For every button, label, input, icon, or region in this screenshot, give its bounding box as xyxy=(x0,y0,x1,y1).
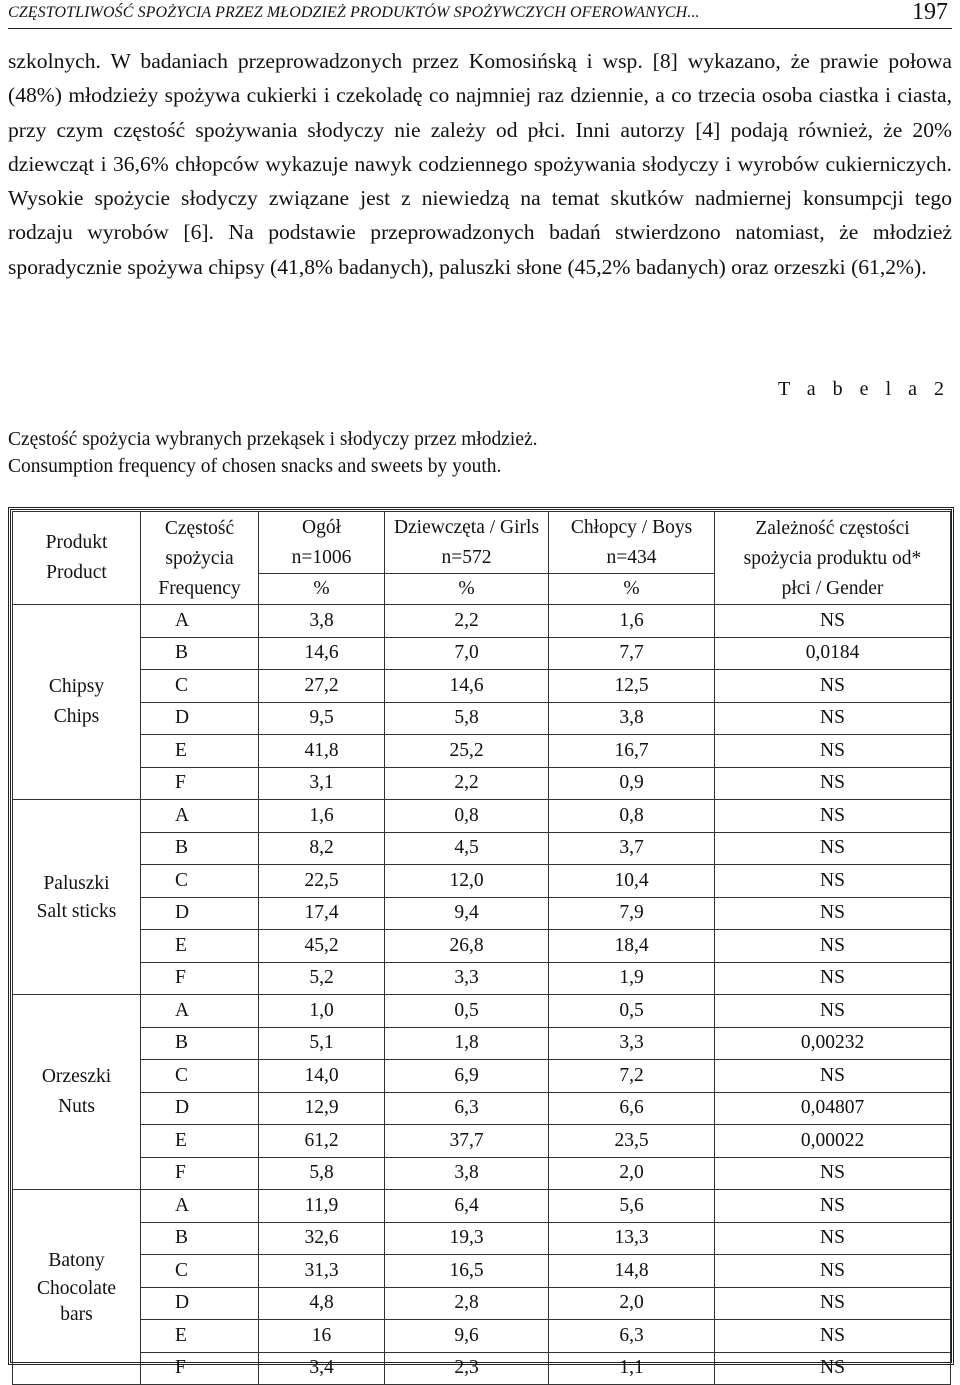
product-name-pl: Batony xyxy=(48,1250,105,1271)
product-name-pl: Orzeszki xyxy=(41,1066,112,1087)
girls-cell: 7,0 xyxy=(385,637,549,670)
girls-cell: 0,5 xyxy=(385,995,549,1028)
frequency-cell: F xyxy=(141,1352,259,1385)
table-row xyxy=(13,1287,951,1320)
boys-cell: 0,5 xyxy=(549,995,715,1028)
dependence-cell: NS xyxy=(715,1352,951,1385)
boys-cell: 2,0 xyxy=(549,1157,715,1190)
product-cell xyxy=(13,605,141,800)
girls-cell: 25,2 xyxy=(385,735,549,768)
header-dependence-2: spożycia produktu od* xyxy=(743,548,922,569)
boys-cell: 3,8 xyxy=(549,702,715,735)
girls-cell: 14,6 xyxy=(385,670,549,703)
frequency-cell: F xyxy=(141,767,259,800)
table-row xyxy=(13,1255,951,1288)
dependence-cell: NS xyxy=(715,605,951,638)
total-cell: 5,2 xyxy=(259,962,385,995)
table-row xyxy=(13,832,951,865)
dependence-cell: NS xyxy=(715,1060,951,1093)
table-row xyxy=(13,605,951,638)
header-boys-n: n=434 xyxy=(606,546,657,568)
dependence-cell: NS xyxy=(715,832,951,865)
frequency-cell: F xyxy=(141,962,259,995)
total-cell: 16 xyxy=(259,1320,385,1353)
dependence-cell: 0,04807 xyxy=(715,1092,951,1125)
total-cell: 41,8 xyxy=(259,735,385,768)
girls-cell: 16,5 xyxy=(385,1255,549,1288)
frequency-cell: E xyxy=(141,930,259,963)
total-cell: 1,0 xyxy=(259,995,385,1028)
body-paragraph: szkolnych. W badaniach przeprowadzonych przez Komosińską i wsp. [8] wykazano, że prawie połowa (48%) młodzieży spożywa cukierki i czekoladę co najmniej raz dziennie, a co trzecia osoba ciastka i ciasta, przy czym częstość spożywania słodyczy nie zależy od płci. Inni autorzy [4] podają również, że 20% dziewcząt i 36,6% chłopców wykazuje nawyk codziennego spożywania słodyczy i wyrobów cukierniczych. Wysokie spożycie słodyczy związane jest z niewiedzą na temat skutków nadmiernej konsumpcji tego rodzaju wyrobów [6]. Na podstawie przeprowadzonych badań stwierdzono natomiast, że młodzież sporadycznie spożywa chipsy (41,8% badanych), paluszki słone (45,2% badanych) oraz orzeszki (61,2%). xyxy=(8,49,952,279)
boys-cell: 10,4 xyxy=(549,865,715,898)
boys-cell: 5,6 xyxy=(549,1190,715,1223)
girls-cell: 26,8 xyxy=(385,930,549,963)
total-cell: 11,9 xyxy=(259,1190,385,1223)
dependence-cell: NS xyxy=(715,1190,951,1223)
header-row xyxy=(13,512,951,574)
header-boys-label: Chłopcy / Boys xyxy=(570,516,693,538)
table-frame xyxy=(8,507,954,1379)
table-row xyxy=(13,1092,951,1125)
product-cell xyxy=(13,995,141,1190)
header-girls-n: n=572 xyxy=(441,546,492,568)
dependence-cell: NS xyxy=(715,897,951,930)
product-name-en: Chocolate bars xyxy=(36,1278,117,1325)
total-cell: 4,8 xyxy=(259,1287,385,1320)
frequency-cell: D xyxy=(141,702,259,735)
girls-cell: 1,8 xyxy=(385,1027,549,1060)
total-cell: 3,4 xyxy=(259,1352,385,1385)
girls-cell: 19,3 xyxy=(385,1222,549,1255)
header-girls-label: Dziewczęta / Girls xyxy=(393,516,540,538)
table-row xyxy=(13,767,951,800)
boys-cell: 13,3 xyxy=(549,1222,715,1255)
frequency-cell: C xyxy=(141,865,259,898)
dependence-cell: NS xyxy=(715,962,951,995)
girls-cell: 6,4 xyxy=(385,1190,549,1223)
dependence-cell: 0,0184 xyxy=(715,637,951,670)
girls-cell: 12,0 xyxy=(385,865,549,898)
dependence-cell: NS xyxy=(715,930,951,963)
frequency-table xyxy=(12,511,951,1385)
total-cell: 45,2 xyxy=(259,930,385,963)
frequency-cell: B xyxy=(141,637,259,670)
header-girls xyxy=(385,512,549,574)
frequency-cell: D xyxy=(141,1287,259,1320)
girls-cell: 5,8 xyxy=(385,702,549,735)
header-product-en: Product xyxy=(46,562,107,583)
table-row xyxy=(13,637,951,670)
boys-cell: 1,9 xyxy=(549,962,715,995)
boys-cell: 3,3 xyxy=(549,1027,715,1060)
header-total xyxy=(259,512,385,574)
table-row xyxy=(13,1190,951,1223)
table-row xyxy=(13,995,951,1028)
girls-cell: 2,3 xyxy=(385,1352,549,1385)
header-boys xyxy=(549,512,715,574)
header-product xyxy=(13,512,141,605)
frequency-cell: A xyxy=(141,605,259,638)
dependence-cell: NS xyxy=(715,865,951,898)
frequency-cell: B xyxy=(141,1027,259,1060)
total-cell: 1,6 xyxy=(259,800,385,833)
table-caption-en: Consumption frequency of chosen snacks and sweets by youth. xyxy=(8,456,502,477)
table-row xyxy=(13,1157,951,1190)
girls-cell: 6,3 xyxy=(385,1092,549,1125)
dependence-cell: 0,00232 xyxy=(715,1027,951,1060)
table-row xyxy=(13,962,951,995)
frequency-cell: E xyxy=(141,1320,259,1353)
table-row xyxy=(13,1125,951,1158)
frequency-cell: E xyxy=(141,1125,259,1158)
total-cell: 3,8 xyxy=(259,605,385,638)
girls-cell: 3,8 xyxy=(385,1157,549,1190)
total-cell: 14,6 xyxy=(259,637,385,670)
table-caption-pl: Częstość spożycia wybranych przekąsek i słodyczy przez młodzież. xyxy=(8,429,538,450)
table-row xyxy=(13,1222,951,1255)
table-label: T a b e l a 2 xyxy=(777,378,950,400)
girls-cell: 2,2 xyxy=(385,767,549,800)
total-cell: 5,1 xyxy=(259,1027,385,1060)
boys-cell: 6,6 xyxy=(549,1092,715,1125)
frequency-cell: A xyxy=(141,995,259,1028)
frequency-cell: D xyxy=(141,897,259,930)
boys-cell: 3,7 xyxy=(549,832,715,865)
dependence-cell: NS xyxy=(715,1287,951,1320)
header-frequency xyxy=(141,512,259,605)
product-name-en: Salt sticks xyxy=(36,901,117,922)
header-frequency-pl-2: spożycia xyxy=(165,548,234,569)
total-cell: 14,0 xyxy=(259,1060,385,1093)
frequency-cell: C xyxy=(141,670,259,703)
dependence-cell: NS xyxy=(715,1157,951,1190)
boys-cell: 1,1 xyxy=(549,1352,715,1385)
product-cell xyxy=(13,1190,141,1385)
running-head xyxy=(8,0,952,29)
boys-cell: 0,9 xyxy=(549,767,715,800)
boys-cell: 6,3 xyxy=(549,1320,715,1353)
girls-cell: 2,2 xyxy=(385,605,549,638)
boys-cell: 16,7 xyxy=(549,735,715,768)
table-row xyxy=(13,670,951,703)
table-row xyxy=(13,930,951,963)
total-cell: 17,4 xyxy=(259,897,385,930)
dependence-cell: 0,00022 xyxy=(715,1125,951,1158)
frequency-cell: E xyxy=(141,735,259,768)
header-total-label: Ogół xyxy=(302,516,341,538)
total-cell: 3,1 xyxy=(259,767,385,800)
boys-cell: 23,5 xyxy=(549,1125,715,1158)
total-cell: 9,5 xyxy=(259,702,385,735)
dependence-cell: NS xyxy=(715,767,951,800)
table-body xyxy=(13,605,951,1385)
girls-cell: 0,8 xyxy=(385,800,549,833)
dependence-cell: NS xyxy=(715,1320,951,1353)
dependence-cell: NS xyxy=(715,1255,951,1288)
table-row xyxy=(13,897,951,930)
frequency-cell: A xyxy=(141,800,259,833)
frequency-cell: F xyxy=(141,1157,259,1190)
table-row xyxy=(13,1060,951,1093)
header-frequency-en: Frequency xyxy=(158,578,241,599)
table-row xyxy=(13,1352,951,1385)
girls-cell: 37,7 xyxy=(385,1125,549,1158)
header-total-unit: % xyxy=(259,574,385,605)
total-cell: 32,6 xyxy=(259,1222,385,1255)
girls-cell: 9,6 xyxy=(385,1320,549,1353)
boys-cell: 1,6 xyxy=(549,605,715,638)
frequency-cell: B xyxy=(141,1222,259,1255)
header-product-pl: Produkt xyxy=(45,532,108,553)
table-row xyxy=(13,1027,951,1060)
header-dependence-1: Zależność częstości xyxy=(755,518,910,539)
boys-cell: 7,9 xyxy=(549,897,715,930)
boys-cell: 18,4 xyxy=(549,930,715,963)
header-girls-unit: % xyxy=(385,574,549,605)
frequency-cell: C xyxy=(141,1060,259,1093)
product-cell xyxy=(13,800,141,995)
boys-cell: 7,2 xyxy=(549,1060,715,1093)
frequency-cell: D xyxy=(141,1092,259,1125)
dependence-cell: NS xyxy=(715,735,951,768)
boys-cell: 14,8 xyxy=(549,1255,715,1288)
product-name-en: Chips xyxy=(53,706,100,727)
product-name-pl: Paluszki xyxy=(43,873,110,894)
boys-cell: 2,0 xyxy=(549,1287,715,1320)
header-dependence xyxy=(715,512,951,605)
table-row xyxy=(13,800,951,833)
total-cell: 27,2 xyxy=(259,670,385,703)
total-cell: 61,2 xyxy=(259,1125,385,1158)
frequency-cell: A xyxy=(141,1190,259,1223)
header-frequency-pl-1: Częstość xyxy=(164,518,235,539)
table-row xyxy=(13,702,951,735)
dependence-cell: NS xyxy=(715,1222,951,1255)
total-cell: 22,5 xyxy=(259,865,385,898)
dependence-cell: NS xyxy=(715,995,951,1028)
table-row xyxy=(13,735,951,768)
table-row xyxy=(13,1320,951,1353)
dependence-cell: NS xyxy=(715,800,951,833)
total-cell: 5,8 xyxy=(259,1157,385,1190)
table-row xyxy=(13,865,951,898)
page-number: 197 xyxy=(912,0,948,25)
total-cell: 31,3 xyxy=(259,1255,385,1288)
header-total-n: n=1006 xyxy=(291,546,352,568)
girls-cell: 3,3 xyxy=(385,962,549,995)
girls-cell: 6,9 xyxy=(385,1060,549,1093)
total-cell: 8,2 xyxy=(259,832,385,865)
frequency-cell: C xyxy=(141,1255,259,1288)
product-name-pl: Chipsy xyxy=(48,676,105,697)
running-head-title: CZĘSTOTLIWOŚĆ SPOŻYCIA PRZEZ MŁODZIEŻ PRODUKTÓW SPOŻYWCZYCH OFEROWANYCH... xyxy=(8,4,700,21)
girls-cell: 2,8 xyxy=(385,1287,549,1320)
dependence-cell: NS xyxy=(715,670,951,703)
boys-cell: 12,5 xyxy=(549,670,715,703)
girls-cell: 9,4 xyxy=(385,897,549,930)
boys-cell: 0,8 xyxy=(549,800,715,833)
girls-cell: 4,5 xyxy=(385,832,549,865)
boys-cell: 7,7 xyxy=(549,637,715,670)
dependence-cell: NS xyxy=(715,702,951,735)
frequency-cell: B xyxy=(141,832,259,865)
header-dependence-3: płci / Gender xyxy=(781,578,884,599)
product-name-en: Nuts xyxy=(58,1096,95,1117)
header-boys-unit: % xyxy=(549,574,715,605)
total-cell: 12,9 xyxy=(259,1092,385,1125)
